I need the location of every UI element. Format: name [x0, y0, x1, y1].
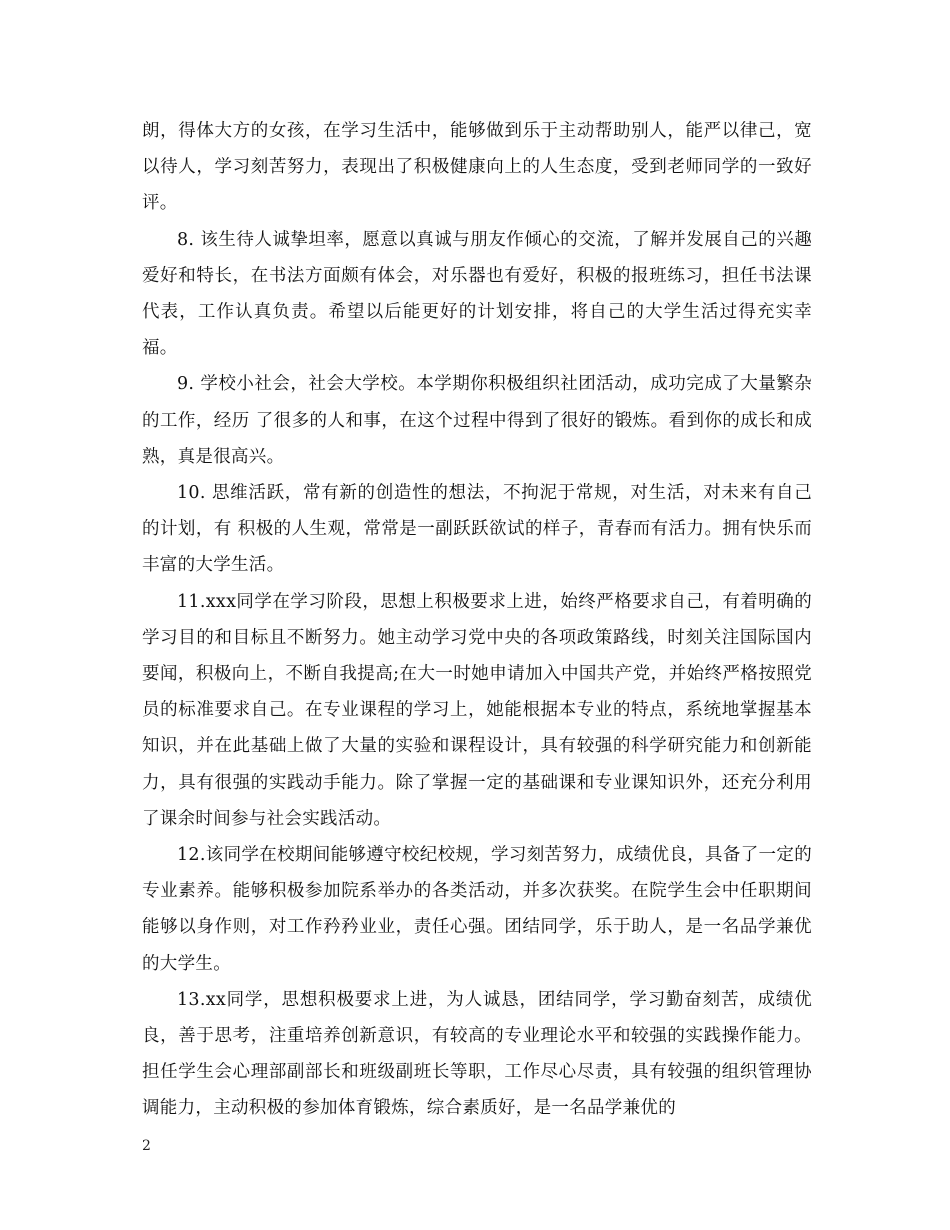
paragraph-item-9: 9. 学校小社会，社会大学校。本学期你积极组织社团活动，成功完成了大量繁杂的工作，经历 了很多的人和事，在这个过程中得到了很好的锻炼。看到你的成长和成熟，真是很高兴。 — [142, 374, 812, 467]
paragraph-item-11: 11.xxx同学在学习阶段，思想上积极要求上进，始终严格要求自己，有着明确的学习目的和目标且不断努力。她主动学习党中央的各项政策路线，时刻关注国际国内要闻，积极向上，不断自我提高;在大一时她申请加入中国共产党，并始终严格按照党员的标准要求自己。在专业课程的学习上，她能根据本专业的特点，系统地掌握基本知识，并在此基础上做了大量的实验和课程设计，具有较强的科学研究能力和创新能力，具有很强的实践动手能力。除了掌握一定的基础课和专业课知识外，还充分利用了课余时间参与社会实践活动。 — [142, 591, 812, 829]
document-body — [142, 113, 812, 1127]
paragraph-item-10: 10. 思维活跃，常有新的创造性的想法，不拘泥于常规，对生活，对未来有自己的计划，有 积极的人生观，常常是一副跃跃欲试的样子，青春而有活力。拥有快乐而丰富的大学生活。 — [142, 483, 812, 576]
paragraph-continuation: 朗，得体大方的女孩，在学习生活中，能够做到乐于主动帮助别人，能严以律己，宽以待人，学习刻苦努力，表现出了积极健康向上的人生态度，受到老师同学的一致好评。 — [142, 121, 812, 214]
paragraph-item-13: 13.xx同学，思想积极要求上进，为人诚恳，团结同学，学习勤奋刻苦，成绩优良，善于思考，注重培养创新意识，有较高的专业理论水平和较强的实践操作能力。担任学生会心理部副部长和班级副班长等职，工作尽心尽责，具有较强的组织管理协调能力，主动积极的参加体育锻炼，综合素质好，是一名品学兼优的 — [142, 989, 812, 1119]
paragraph-item-8: 8. 该生待人诚挚坦率，愿意以真诚与朋友作倾心的交流，了解并发展自己的兴趣爱好和特长，在书法方面颇有体会，对乐器也有爱好，积极的报班练习，担任书法课代表，工作认真负责。希望以后能更好的计划安排，将自己的大学生活过得充实幸福。 — [142, 229, 812, 359]
paragraph-item-12: 12.该同学在校期间能够遵守校纪校规，学习刻苦努力，成绩优良，具备了一定的专业素养。能够积极参加院系举办的各类活动，并多次获奖。在院学生会中任职期间能够以身作则，对工作矜矜业业，责任心强。团结同学，乐于助人，是一名品学兼优的大学生。 — [142, 845, 812, 974]
page-number: 2 — [142, 1138, 151, 1154]
